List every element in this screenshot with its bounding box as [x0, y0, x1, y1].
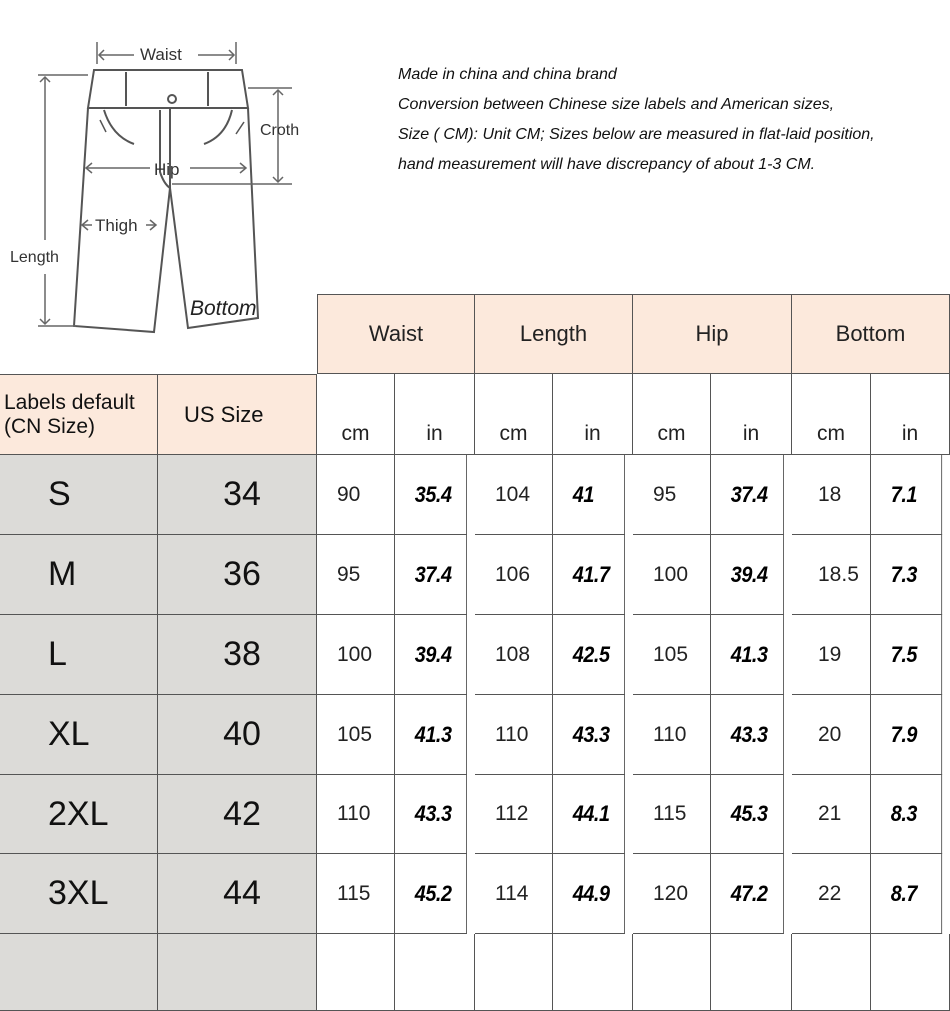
diagram-label-bottom: Bottom: [190, 297, 257, 320]
unit-header: cm: [792, 374, 871, 455]
us-size-value: 42: [158, 775, 317, 854]
value-cm: 112: [475, 775, 553, 854]
value-in: 35.4: [395, 455, 467, 535]
value-in: 41.3: [395, 695, 467, 775]
unit-header: cm: [633, 374, 711, 455]
group-header-bottom: Bottom: [792, 294, 950, 374]
value-in: 8.7: [871, 854, 942, 934]
size-label: 3XL: [0, 854, 158, 934]
us-size-value: 44: [158, 854, 317, 934]
us-size-value: 38: [158, 615, 317, 695]
value-cm: 100: [317, 615, 395, 695]
value-in: 7.3: [871, 535, 942, 615]
note-line: Conversion between Chinese size labels and American sizes,: [398, 96, 835, 113]
unit-header: cm: [317, 374, 395, 455]
diagram-label-length: Length: [10, 249, 59, 266]
size-label: S: [0, 455, 158, 535]
group-header-length: Length: [475, 294, 633, 374]
value-cm: 110: [633, 695, 711, 775]
value-cm: 22: [792, 854, 871, 934]
value-cm: 95: [633, 455, 711, 535]
value-in: 37.4: [711, 455, 784, 535]
value-cm: 105: [633, 615, 711, 695]
value-cm: 20: [792, 695, 871, 775]
note-line: Made in china and china brand: [398, 66, 617, 83]
empty-cell: [871, 934, 950, 1011]
value-in: 47.2: [711, 854, 784, 934]
value-in: 45.2: [395, 854, 467, 934]
value-cm: 21: [792, 775, 871, 854]
empty-cell: [633, 934, 711, 1011]
value-cm: 115: [317, 854, 395, 934]
value-in: 43.3: [711, 695, 784, 775]
size-label: XL: [0, 695, 158, 775]
diagram-label-waist: Waist: [140, 45, 182, 64]
empty-cell: [553, 934, 633, 1011]
value-in: 41.7: [553, 535, 625, 615]
size-label: L: [0, 615, 158, 695]
value-cm: 110: [475, 695, 553, 775]
value-cm: 120: [633, 854, 711, 934]
unit-header: in: [711, 374, 792, 455]
unit-header: cm: [475, 374, 553, 455]
value-cm: 18: [792, 455, 871, 535]
header-labels-default: Labels default (CN Size): [0, 374, 158, 455]
value-in: 37.4: [395, 535, 467, 615]
empty-cell: [158, 934, 317, 1011]
unit-header: in: [553, 374, 633, 455]
value-cm: 105: [317, 695, 395, 775]
value-cm: 106: [475, 535, 553, 615]
empty-cell: [792, 934, 871, 1011]
value-cm: 104: [475, 455, 553, 535]
value-in: 41.3: [711, 615, 784, 695]
value-in: 8.3: [871, 775, 942, 854]
group-header-waist: Waist: [317, 294, 475, 374]
diagram-label-thigh: Thigh: [95, 216, 138, 235]
value-cm: 108: [475, 615, 553, 695]
value-in: 7.1: [871, 455, 942, 535]
value-cm: 115: [633, 775, 711, 854]
value-in: 44.1: [553, 775, 625, 854]
size-label: M: [0, 535, 158, 615]
value-in: 43.3: [553, 695, 625, 775]
value-in: 41: [553, 455, 625, 535]
empty-cell: [317, 934, 395, 1011]
value-in: 45.3: [711, 775, 784, 854]
diagram-label-croth: Croth: [260, 122, 300, 139]
value-cm: 19: [792, 615, 871, 695]
value-cm: 114: [475, 854, 553, 934]
value-in: 44.9: [553, 854, 625, 934]
value-in: 39.4: [711, 535, 784, 615]
empty-cell: [0, 934, 158, 1011]
us-size-value: 34: [158, 455, 317, 535]
note-line: hand measurement will have discrepancy of about 1-3 CM.: [398, 156, 816, 173]
value-in: 42.5: [553, 615, 625, 695]
value-cm: 95: [317, 535, 395, 615]
empty-cell: [711, 934, 792, 1011]
unit-header: in: [395, 374, 475, 455]
group-header-hip: Hip: [633, 294, 792, 374]
value-in: 43.3: [395, 775, 467, 854]
us-size-value: 40: [158, 695, 317, 775]
us-size-value: 36: [158, 535, 317, 615]
size-label: 2XL: [0, 775, 158, 854]
header-us-size: US Size: [158, 374, 317, 455]
empty-cell: [395, 934, 475, 1011]
value-in: 7.5: [871, 615, 942, 695]
unit-header: in: [871, 374, 950, 455]
diagram-label-hip: Hip: [154, 160, 180, 179]
value-cm: 110: [317, 775, 395, 854]
value-in: 7.9: [871, 695, 942, 775]
empty-cell: [475, 934, 553, 1011]
value-cm: 18.5: [792, 535, 871, 615]
value-cm: 100: [633, 535, 711, 615]
value-cm: 90: [317, 455, 395, 535]
note-line: Size ( CM): Unit CM; Sizes below are measured in flat-laid position,: [398, 126, 875, 143]
value-in: 39.4: [395, 615, 467, 695]
